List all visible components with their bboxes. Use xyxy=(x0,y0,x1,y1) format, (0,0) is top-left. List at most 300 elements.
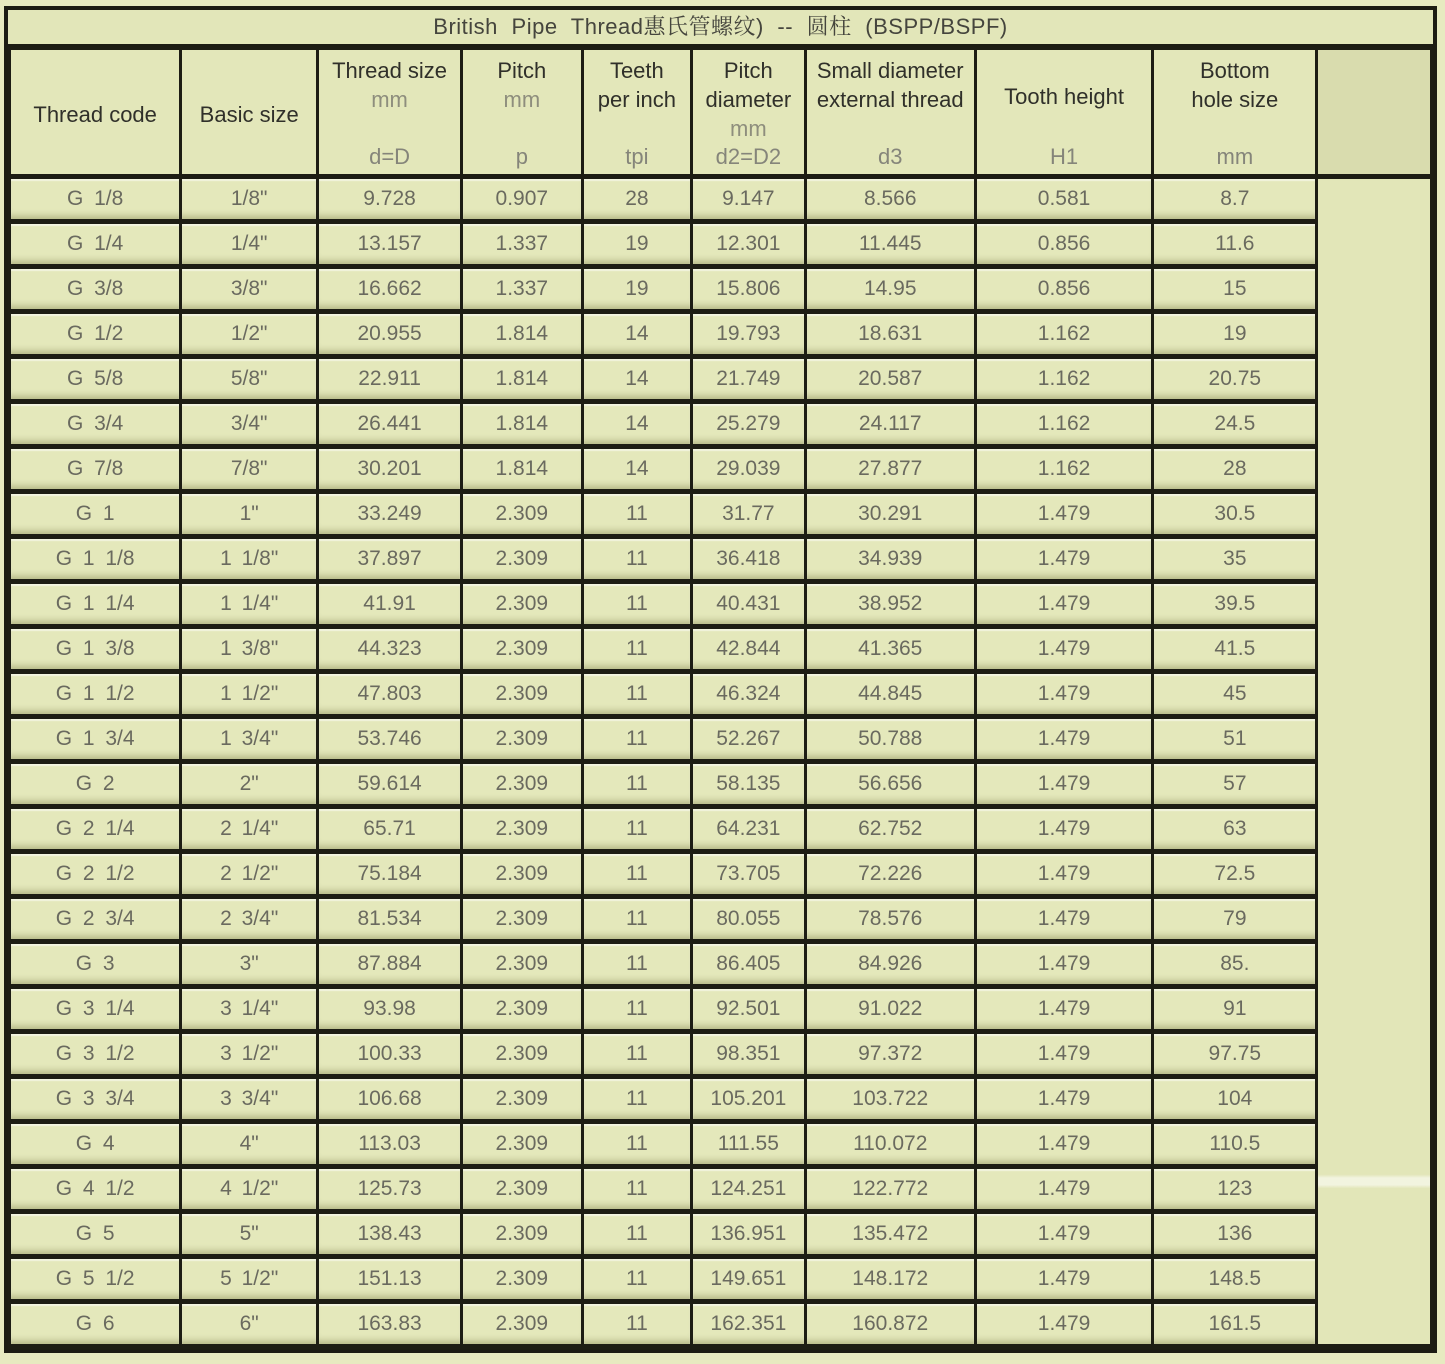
cell: 1.814 xyxy=(462,312,583,357)
cell: 19 xyxy=(582,222,691,267)
cell: 30.291 xyxy=(805,492,975,537)
cell: 15 xyxy=(1153,267,1317,312)
column-header xyxy=(181,49,318,177)
cell: 86.405 xyxy=(692,942,806,987)
cell: 31.77 xyxy=(692,492,806,537)
cell: 105.201 xyxy=(692,1077,806,1122)
table-row xyxy=(10,672,1432,717)
cell: 1.479 xyxy=(975,1077,1152,1122)
cell: 1.479 xyxy=(975,807,1152,852)
column-header-label: Thread code xyxy=(33,101,157,127)
cell: 20.955 xyxy=(318,312,462,357)
cell: 11 xyxy=(582,627,691,672)
cell: 29.039 xyxy=(692,447,806,492)
cell: 50.788 xyxy=(805,717,975,762)
column-symbol-label: H1 xyxy=(1049,144,1079,169)
table-row xyxy=(10,537,1432,582)
cell: 135.472 xyxy=(805,1212,975,1257)
column-header-label: Teeth xyxy=(609,58,664,83)
cell: 45 xyxy=(1153,672,1317,717)
cell: 36.418 xyxy=(692,537,806,582)
cell: 1.162 xyxy=(975,312,1152,357)
column-header-label: mm xyxy=(503,87,541,112)
cell: 1.162 xyxy=(975,402,1152,447)
cell: 1.814 xyxy=(462,402,583,447)
cell: 2" xyxy=(181,762,318,807)
cell: 1.479 xyxy=(975,942,1152,987)
cell: 1 3/4" xyxy=(181,717,318,762)
cell: 1.479 xyxy=(975,987,1152,1032)
cell: 7/8" xyxy=(181,447,318,492)
cell: 84.926 xyxy=(805,942,975,987)
cell: G 2 3/4 xyxy=(10,897,181,942)
cell: 1 3/8" xyxy=(181,627,318,672)
cell: 5 1/2" xyxy=(181,1257,318,1302)
cell: G 3 3/4 xyxy=(10,1077,181,1122)
column-header-label: mm xyxy=(730,116,767,141)
cell: 28 xyxy=(582,177,691,222)
cell: G 1 3/8 xyxy=(10,627,181,672)
table-title: British Pipe Thread惠氏管螺纹) -- 圆柱 (BSPP/BSPF) xyxy=(8,10,1433,47)
cell: 5" xyxy=(181,1212,318,1257)
cell: G 4 1/2 xyxy=(10,1167,181,1212)
cell: 39.5 xyxy=(1153,582,1317,627)
cell: 30.5 xyxy=(1153,492,1317,537)
cell: 1.479 xyxy=(975,627,1152,672)
cell: 21.749 xyxy=(692,357,806,402)
cell: 2.309 xyxy=(462,1032,583,1077)
cell: 8.566 xyxy=(805,177,975,222)
cell: 1.479 xyxy=(975,762,1152,807)
cell: 11 xyxy=(582,537,691,582)
column-header-label: Tooth height xyxy=(1004,84,1124,109)
cell: 20.587 xyxy=(805,357,975,402)
cell: 1/2" xyxy=(181,312,318,357)
cell: 103.722 xyxy=(805,1077,975,1122)
cell: G 3 1/2 xyxy=(10,1032,181,1077)
cell: 11 xyxy=(582,1032,691,1077)
cell: 2 1/2" xyxy=(181,852,318,897)
cell: G 7/8 xyxy=(10,447,181,492)
cell: 2.309 xyxy=(462,762,583,807)
cell: 0.907 xyxy=(462,177,583,222)
cell: G 3 1/4 xyxy=(10,987,181,1032)
column-header-label: Thread size xyxy=(332,58,448,83)
cell: 1.479 xyxy=(975,1167,1152,1212)
cell: G 5 1/2 xyxy=(10,1257,181,1302)
cell: 63 xyxy=(1153,807,1317,852)
cell: 22.911 xyxy=(318,357,462,402)
cell: 2.309 xyxy=(462,717,583,762)
cell: G 1 1/4 xyxy=(10,582,181,627)
cell: 44.323 xyxy=(318,627,462,672)
cell: G 6 xyxy=(10,1302,181,1347)
cell: 73.705 xyxy=(692,852,806,897)
cell: 2.309 xyxy=(462,942,583,987)
cell: G 1 3/4 xyxy=(10,717,181,762)
cell: 163.83 xyxy=(318,1302,462,1347)
cell: 24.117 xyxy=(805,402,975,447)
cell: 1.479 xyxy=(975,582,1152,627)
cell: 11 xyxy=(582,582,691,627)
cell: 92.501 xyxy=(692,987,806,1032)
column-header xyxy=(805,49,975,177)
column-symbol-label: d3 xyxy=(878,144,903,169)
column-header xyxy=(1153,49,1317,177)
column-header xyxy=(318,49,462,177)
cell: 19 xyxy=(582,267,691,312)
table-row xyxy=(10,1032,1432,1077)
table-row xyxy=(10,807,1432,852)
cell: 148.5 xyxy=(1153,1257,1317,1302)
cell: 138.43 xyxy=(318,1212,462,1257)
cell: 110.072 xyxy=(805,1122,975,1167)
cell: 136 xyxy=(1153,1212,1317,1257)
cell: 1.479 xyxy=(975,897,1152,942)
cell: 11 xyxy=(582,852,691,897)
column-header xyxy=(975,49,1152,177)
cell: 2.309 xyxy=(462,1212,583,1257)
table-row xyxy=(10,1122,1432,1167)
cell: 1.814 xyxy=(462,447,583,492)
cell: 2.309 xyxy=(462,807,583,852)
cell: G 3/4 xyxy=(10,402,181,447)
cell: 72.5 xyxy=(1153,852,1317,897)
cell: 3/8" xyxy=(181,267,318,312)
cell: 33.249 xyxy=(318,492,462,537)
column-header-label: external thread xyxy=(816,87,964,112)
cell: G 5/8 xyxy=(10,357,181,402)
cell: 34.939 xyxy=(805,537,975,582)
cell: 11.445 xyxy=(805,222,975,267)
cell: 1.162 xyxy=(975,447,1152,492)
table-row xyxy=(10,1212,1432,1257)
cell: 41.365 xyxy=(805,627,975,672)
table-row xyxy=(10,357,1432,402)
cell: 72.226 xyxy=(805,852,975,897)
cell: 62.752 xyxy=(805,807,975,852)
cell: 2.309 xyxy=(462,987,583,1032)
cell: 12.301 xyxy=(692,222,806,267)
cell: 1" xyxy=(181,492,318,537)
cell: 11 xyxy=(582,1167,691,1212)
cell: 11 xyxy=(582,672,691,717)
table-row xyxy=(10,312,1432,357)
cell: 15.806 xyxy=(692,267,806,312)
cell: 56.656 xyxy=(805,762,975,807)
cell: G 5 xyxy=(10,1212,181,1257)
column-header-label: Pitch xyxy=(497,58,547,83)
cell: 1.479 xyxy=(975,717,1152,762)
cell: 122.772 xyxy=(805,1167,975,1212)
cell: 1.479 xyxy=(975,492,1152,537)
cell: 16.662 xyxy=(318,267,462,312)
cell: 47.803 xyxy=(318,672,462,717)
cell: 2.309 xyxy=(462,627,583,672)
cell: 111.55 xyxy=(692,1122,806,1167)
cell: 91 xyxy=(1153,987,1317,1032)
cell: 2.309 xyxy=(462,672,583,717)
column-header-label: per inch xyxy=(597,87,676,112)
cell: 85. xyxy=(1153,942,1317,987)
cell: 11 xyxy=(582,1077,691,1122)
table-row xyxy=(10,267,1432,312)
cell: 38.952 xyxy=(805,582,975,627)
cell: 37.897 xyxy=(318,537,462,582)
cell: 3 1/4" xyxy=(181,987,318,1032)
column-header xyxy=(1317,49,1432,177)
cell: 52.267 xyxy=(692,717,806,762)
header-row xyxy=(10,49,1432,177)
cell: 1/4" xyxy=(181,222,318,267)
cell: 9.147 xyxy=(692,177,806,222)
table-row xyxy=(10,1257,1432,1302)
cell: 11 xyxy=(582,762,691,807)
cell: 4" xyxy=(181,1122,318,1167)
cell: 25.279 xyxy=(692,402,806,447)
cell: 1.479 xyxy=(975,1302,1152,1347)
table-row xyxy=(10,177,1432,222)
column-header-label: Bottom xyxy=(1199,58,1270,83)
cell: 1.337 xyxy=(462,222,583,267)
cell: 65.71 xyxy=(318,807,462,852)
cell: 149.651 xyxy=(692,1257,806,1302)
cell: G 2 1/4 xyxy=(10,807,181,852)
cell: 87.884 xyxy=(318,942,462,987)
cell: 3 3/4" xyxy=(181,1077,318,1122)
cell: 11 xyxy=(582,492,691,537)
cell: 97.75 xyxy=(1153,1032,1317,1077)
table-row xyxy=(10,987,1432,1032)
table-row xyxy=(10,1167,1432,1212)
thread-spec-sheet xyxy=(4,6,1437,1353)
cell: 123 xyxy=(1153,1167,1317,1212)
cell: 80.055 xyxy=(692,897,806,942)
column-symbol-label: p xyxy=(515,144,528,169)
cell: 40.431 xyxy=(692,582,806,627)
cell: G 1 xyxy=(10,492,181,537)
cell: 11 xyxy=(582,942,691,987)
cell: 18.631 xyxy=(805,312,975,357)
column-header-label: Small diameter xyxy=(816,58,964,83)
cell: G 1 1/8 xyxy=(10,537,181,582)
table-row xyxy=(10,762,1432,807)
cell: 11 xyxy=(582,897,691,942)
column-header-label: Pitch xyxy=(723,58,773,83)
cell: 2.309 xyxy=(462,1077,583,1122)
cell: 53.746 xyxy=(318,717,462,762)
cell: 161.5 xyxy=(1153,1302,1317,1347)
cell: 100.33 xyxy=(318,1032,462,1077)
table-row xyxy=(10,1077,1432,1122)
cell: 5/8" xyxy=(181,357,318,402)
cell: 2 3/4" xyxy=(181,897,318,942)
cell: 8.7 xyxy=(1153,177,1317,222)
cell: 14 xyxy=(582,357,691,402)
column-symbol-label: tpi xyxy=(625,144,649,169)
cell: 2.309 xyxy=(462,1302,583,1347)
cell: 1.337 xyxy=(462,267,583,312)
cell: 41.5 xyxy=(1153,627,1317,672)
cell: 91.022 xyxy=(805,987,975,1032)
cell: 11 xyxy=(582,987,691,1032)
cell: G 2 xyxy=(10,762,181,807)
cell: 2.309 xyxy=(462,582,583,627)
cell: 14 xyxy=(582,402,691,447)
cell: 35 xyxy=(1153,537,1317,582)
cell: 11 xyxy=(582,1122,691,1167)
cell: 0.856 xyxy=(975,222,1152,267)
cell: 46.324 xyxy=(692,672,806,717)
table-body xyxy=(10,177,1432,1347)
column-symbol-label: mm xyxy=(1216,144,1254,169)
cell: 19 xyxy=(1153,312,1317,357)
cell: 11 xyxy=(582,1212,691,1257)
cell: G 2 1/2 xyxy=(10,852,181,897)
cell: 57 xyxy=(1153,762,1317,807)
cell: 11 xyxy=(582,1257,691,1302)
cell: 2.309 xyxy=(462,852,583,897)
table-row xyxy=(10,447,1432,492)
cell: 160.872 xyxy=(805,1302,975,1347)
table-row xyxy=(10,582,1432,627)
cell: 3 1/2" xyxy=(181,1032,318,1077)
cell: 113.03 xyxy=(318,1122,462,1167)
cell: 1 1/4" xyxy=(181,582,318,627)
column-symbol-label: d=D xyxy=(369,144,411,169)
cell: 30.201 xyxy=(318,447,462,492)
table-row xyxy=(10,717,1432,762)
cell: 1.479 xyxy=(975,1122,1152,1167)
cell: 97.372 xyxy=(805,1032,975,1077)
cell: 14 xyxy=(582,312,691,357)
cell: 2.309 xyxy=(462,1257,583,1302)
cell: 3" xyxy=(181,942,318,987)
cell: 2.309 xyxy=(462,492,583,537)
cell: 6" xyxy=(181,1302,318,1347)
cell: 162.351 xyxy=(692,1302,806,1347)
cell: 1.814 xyxy=(462,357,583,402)
cell: 1 1/8" xyxy=(181,537,318,582)
cell: 78.576 xyxy=(805,897,975,942)
cell: 1.479 xyxy=(975,1212,1152,1257)
table-row xyxy=(10,627,1432,672)
cell: 59.614 xyxy=(318,762,462,807)
cell: 1.479 xyxy=(975,852,1152,897)
cell: 13.157 xyxy=(318,222,462,267)
cell: 79 xyxy=(1153,897,1317,942)
cell: 98.351 xyxy=(692,1032,806,1077)
cell: 81.534 xyxy=(318,897,462,942)
column-header-label: Basic size xyxy=(199,101,299,127)
cell: 51 xyxy=(1153,717,1317,762)
cell: 20.75 xyxy=(1153,357,1317,402)
column-header-label: diameter xyxy=(705,87,792,112)
cell: 0.581 xyxy=(975,177,1152,222)
cell: 151.13 xyxy=(318,1257,462,1302)
cell: 2.309 xyxy=(462,897,583,942)
table-row xyxy=(10,222,1432,267)
cell: 24.5 xyxy=(1153,402,1317,447)
cell: 11 xyxy=(582,717,691,762)
cell: G 4 xyxy=(10,1122,181,1167)
column-header xyxy=(10,49,181,177)
cell: 1 1/2" xyxy=(181,672,318,717)
table-row xyxy=(10,897,1432,942)
cell: 14 xyxy=(582,447,691,492)
cell: 28 xyxy=(1153,447,1317,492)
cell: 26.441 xyxy=(318,402,462,447)
cell: 93.98 xyxy=(318,987,462,1032)
cell: 1/8" xyxy=(181,177,318,222)
table-header xyxy=(10,49,1432,177)
cell: 136.951 xyxy=(692,1212,806,1257)
cell: 125.73 xyxy=(318,1167,462,1212)
thread-table xyxy=(8,47,1433,1349)
cell: 106.68 xyxy=(318,1077,462,1122)
cell: 2 1/4" xyxy=(181,807,318,852)
cell: 148.172 xyxy=(805,1257,975,1302)
column-header-label: hole size xyxy=(1191,87,1279,112)
cell: 2.309 xyxy=(462,1122,583,1167)
cell: G 1 1/2 xyxy=(10,672,181,717)
table-row xyxy=(10,1302,1432,1347)
cell: G 3 xyxy=(10,942,181,987)
cell: 110.5 xyxy=(1153,1122,1317,1167)
cell: 11.6 xyxy=(1153,222,1317,267)
column-header xyxy=(692,49,806,177)
cell: 11 xyxy=(582,807,691,852)
cell: 27.877 xyxy=(805,447,975,492)
cell: 104 xyxy=(1153,1077,1317,1122)
cell: 64.231 xyxy=(692,807,806,852)
cell: G 1/8 xyxy=(10,177,181,222)
table-row xyxy=(10,942,1432,987)
cell: 14.95 xyxy=(805,267,975,312)
cell: 75.184 xyxy=(318,852,462,897)
cell: 1.479 xyxy=(975,1032,1152,1077)
column-header-label: mm xyxy=(371,87,408,112)
cell: 2.309 xyxy=(462,537,583,582)
cell: 41.91 xyxy=(318,582,462,627)
cell: G 3/8 xyxy=(10,267,181,312)
table-frame xyxy=(4,6,1437,1353)
cell: 1.162 xyxy=(975,357,1152,402)
table-row xyxy=(10,402,1432,447)
cell: 2.309 xyxy=(462,1167,583,1212)
empty-side-cell xyxy=(1317,177,1432,1347)
cell: 19.793 xyxy=(692,312,806,357)
cell: 0.856 xyxy=(975,267,1152,312)
cell: 42.844 xyxy=(692,627,806,672)
cell: G 1/2 xyxy=(10,312,181,357)
cell: 9.728 xyxy=(318,177,462,222)
column-header xyxy=(462,49,583,177)
table-row xyxy=(10,492,1432,537)
cell: 3/4" xyxy=(181,402,318,447)
column-symbol-label: d2=D2 xyxy=(715,144,782,169)
cell: 1.479 xyxy=(975,1257,1152,1302)
column-header xyxy=(582,49,691,177)
table-row xyxy=(10,852,1432,897)
cell: 4 1/2" xyxy=(181,1167,318,1212)
cell: 44.845 xyxy=(805,672,975,717)
cell: 124.251 xyxy=(692,1167,806,1212)
cell: G 1/4 xyxy=(10,222,181,267)
cell: 1.479 xyxy=(975,672,1152,717)
cell: 1.479 xyxy=(975,537,1152,582)
cell: 11 xyxy=(582,1302,691,1347)
